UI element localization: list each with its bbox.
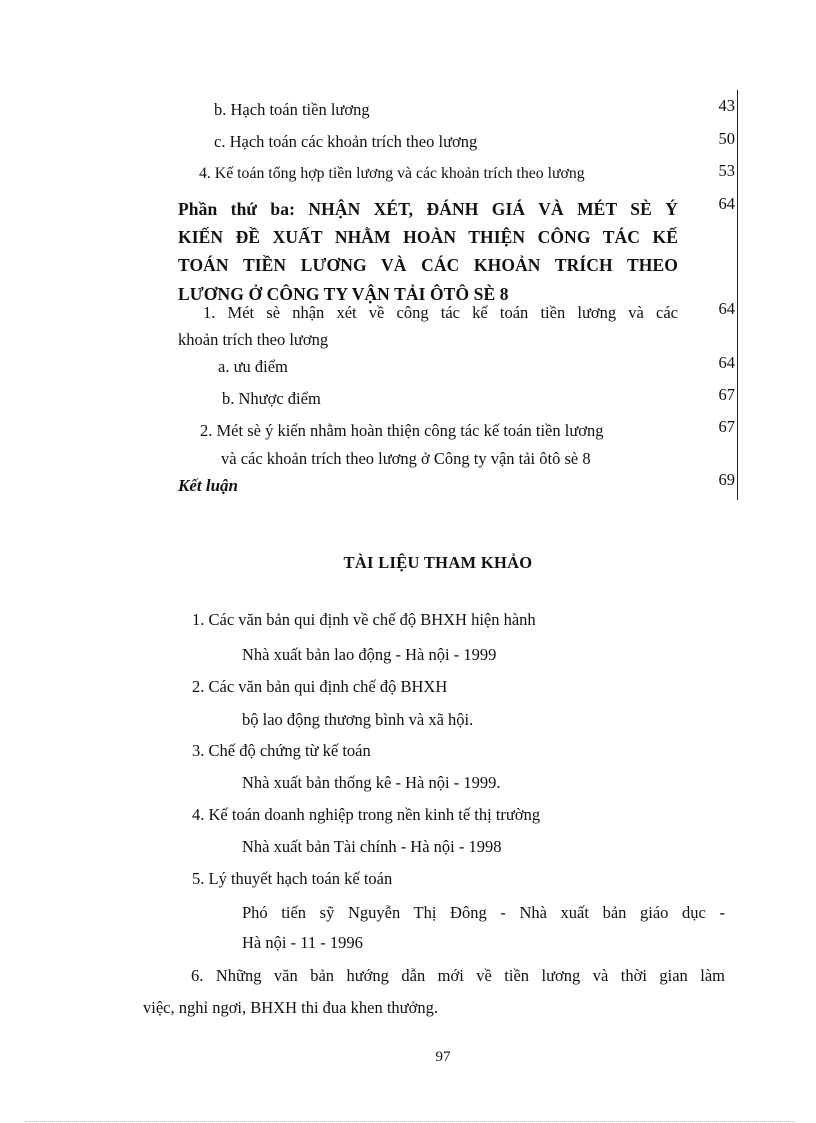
toc-entry-y-kien-line1: 2. Mét sè ý kiến nhằm hoàn thiện công tác kế toán tiền lương <box>200 421 604 440</box>
reference-6-line2: việc, nghỉ ngơi, BHXH thi đua khen thưởng. <box>143 998 438 1017</box>
part3-line-2: KIẾN ĐỀ XUẤT NHẰM HOÀN THIỆN CÔNG TÁC KẾ <box>178 227 678 248</box>
toc-entry-nhan-xet-line1: 1. Mét sè nhận xét về công tác kế toán tiền lương và các <box>203 303 678 322</box>
part3-line-1: Phần thứ ba: NHẬN XÉT, ĐÁNH GIÁ VÀ MÉT SÈ Ý <box>178 199 678 219</box>
toc-entry-hach-toan-tien-luong: b. Hạch toán tiền lương <box>214 100 370 119</box>
toc-page-64-part3: 64 <box>718 194 735 213</box>
toc-page-50: 50 <box>718 129 735 148</box>
references-heading: TÀI LIỆU THAM KHẢO <box>343 553 533 572</box>
part3-line-4: LƯƠNG Ở CÔNG TY VẬN TẢI ÔTÔ SÈ 8 <box>178 283 509 304</box>
toc-entry-nhuoc-diem: b. Nhược điểm <box>222 389 321 408</box>
page-number: 97 <box>435 1049 451 1065</box>
toc-entry-cac-khoan-trich: c. Hạch toán các khoản trích theo lương <box>214 132 478 151</box>
toc-page-64-uu-diem: 64 <box>718 353 735 372</box>
reference-5-publisher-line1: Phó tiến sỹ Nguyễn Thị Đông - Nhà xuất bản giáo dục - <box>242 903 725 922</box>
toc-page-53: 53 <box>718 161 735 180</box>
toc-page-43: 43 <box>718 96 735 115</box>
reference-4-title: 4. Kế toán doanh nghiệp trong nền kinh tế thị trường <box>192 805 541 824</box>
toc-entry-ket-luan: Kết luận <box>178 476 238 495</box>
reference-1-title: 1. Các văn bản qui định về chế độ BHXH hiện hành <box>192 610 536 629</box>
reference-3-title: 3. Chế độ chứng từ kế toán <box>192 741 371 760</box>
reference-6-line1: 6. Những văn bản hướng dẫn mới về tiền lương và thời gian làm <box>191 966 725 985</box>
toc-page-69: 69 <box>718 470 735 489</box>
toc-page-67-item2: 67 <box>718 417 735 436</box>
reference-5-publisher-line2: Hà nội - 11 - 1996 <box>242 933 363 952</box>
reference-1-publisher: Nhà xuất bản lao động - Hà nội - 1999 <box>242 645 497 664</box>
toc-right-border <box>737 90 738 500</box>
toc-part-three-heading <box>178 195 678 308</box>
page-bottom-dotted-border <box>25 1121 795 1122</box>
reference-4-publisher: Nhà xuất bản Tài chính - Hà nội - 1998 <box>242 837 502 856</box>
reference-2-publisher: bộ lao động thương bình và xã hội. <box>242 710 474 729</box>
toc-entry-ke-toan-tong-hop: 4. Kế toán tổng hợp tiền lương và các khoản trích theo lương <box>199 165 585 182</box>
toc-entry-y-kien-line2: và các khoản trích theo lương ở Công ty vận tải ôtô sè 8 <box>221 449 591 468</box>
toc-page-64-item1: 64 <box>718 299 735 318</box>
toc-entry-uu-diem: a. ưu điểm <box>218 357 288 376</box>
reference-3-publisher: Nhà xuất bản thống kê - Hà nội - 1999. <box>242 773 501 792</box>
toc-entry-nhan-xet-line2: khoản trích theo lương <box>178 330 329 349</box>
part3-line-3: TOÁN TIỀN LƯƠNG VÀ CÁC KHOẢN TRÍCH THEO <box>178 255 678 276</box>
reference-2-title: 2. Các văn bản qui định chế độ BHXH <box>192 677 448 696</box>
reference-5-title: 5. Lý thuyết hạch toán kế toán <box>192 869 393 888</box>
toc-page-67-nhuoc-diem: 67 <box>718 385 735 404</box>
